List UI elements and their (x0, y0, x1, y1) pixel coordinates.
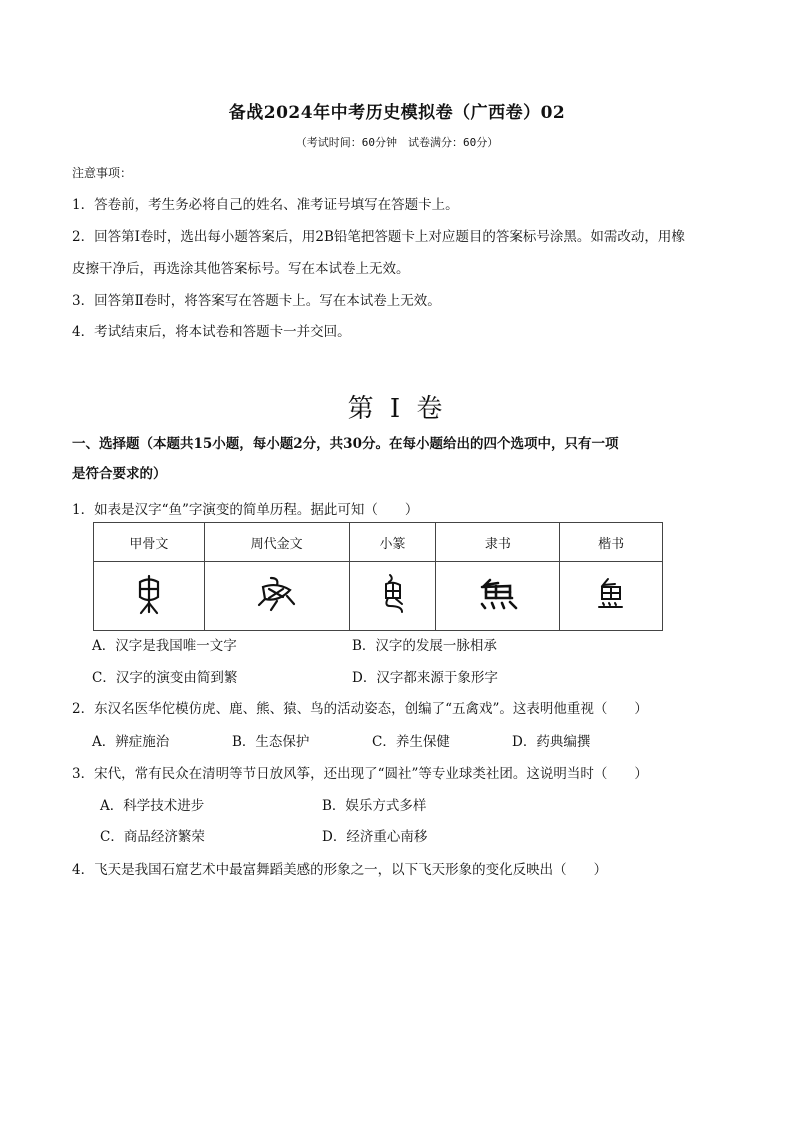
question-2-option-d: D．药典编撰 (512, 734, 591, 750)
question-2-option-b: B．生态保护 (232, 734, 310, 750)
question-3-option-b: B．娱乐方式多样 (322, 798, 427, 814)
notice-item: 3．回答第Ⅱ卷时，将答案写在答题卡上。写在本试卷上无效。 (72, 293, 441, 309)
table-header-cell: 小篆 (349, 523, 436, 562)
table-header-row (94, 523, 663, 562)
small-seal-fish-glyph (378, 572, 408, 616)
notice-heading: 注意事项： (72, 166, 133, 180)
regular-fish-glyph (593, 576, 629, 612)
section-instruction: 一、选择题（本题共15小题，每小题2分，共30分。在每小题给出的四个选项中，只有一项 (72, 436, 619, 452)
table-glyph-cell (349, 562, 436, 631)
table-header-cell: 周代金文 (204, 523, 349, 562)
question-1-option-c: C．汉字的演变由简到繁 (92, 670, 238, 686)
oracle-bone-fish-glyph (132, 573, 166, 615)
table-glyph-cell (94, 562, 205, 631)
question-3-option-a: A．科学技术进步 (100, 798, 205, 814)
notice-item: 2．回答第Ⅰ卷时，选出每小题答案后，用2B铅笔把答题卡上对应题目的答案标号涂黑。如需改动，用橡 (72, 229, 685, 245)
notice-item: 1．答卷前，考生务必将自己的姓名、准考证号填写在答题卡上。 (72, 197, 459, 213)
table-header-cell: 楷书 (560, 523, 663, 562)
question-1-option-d: D．汉字都来源于象形字 (352, 670, 498, 686)
question-4-stem: 4．飞天是我国石窟艺术中最富舞蹈美感的形象之一，以下飞天形象的变化反映出（ ） (72, 862, 608, 878)
question-3-stem: 3．宋代，常有民众在清明等节日放风筝，还出现了“圆社”等专业球类社团。这说明当时（ ） (72, 766, 648, 782)
bronze-fish-glyph (257, 574, 297, 614)
exam-title: 备战2024年中考历史模拟卷（广西卷）02 (228, 103, 566, 123)
clerical-fish-glyph (476, 577, 520, 611)
question-1-stem: 1．如表是汉字“鱼”字演变的简单历程。据此可知（ ） (72, 502, 419, 518)
table-glyph-cell (204, 562, 349, 631)
table-header-cell: 隶书 (436, 523, 560, 562)
table-glyph-cell (560, 562, 663, 631)
question-3-option-d: D．经济重心南移 (322, 829, 428, 845)
question-2-option-a: A．辨症施治 (92, 734, 170, 750)
question-1-option-a: A．汉字是我国唯一文字 (92, 638, 237, 654)
section-instruction: 是符合要求的） (72, 466, 167, 482)
exam-subtitle: （考试时间：60分钟 试卷满分：60分） (295, 136, 499, 149)
question-2-stem: 2．东汉名医华佗模仿虎、鹿、熊、猿、鸟的活动姿态，创编了“五禽戏”。这表明他重视（ ） (72, 701, 648, 717)
notice-item: 皮擦干净后，再选涂其他答案标号。写在本试卷上无效。 (72, 261, 410, 277)
section-title: 第 I 卷 (347, 394, 447, 424)
table-header-cell: 甲骨文 (94, 523, 205, 562)
question-1-option-b: B．汉字的发展一脉相承 (352, 638, 497, 654)
fish-evolution-table (93, 522, 663, 631)
table-glyph-row (94, 562, 663, 631)
question-2-option-c: C．养生保健 (372, 734, 450, 750)
question-3-option-c: C．商品经济繁荣 (100, 829, 205, 845)
notice-item: 4．考试结束后，将本试卷和答题卡一并交回。 (72, 324, 351, 340)
table-glyph-cell (436, 562, 560, 631)
